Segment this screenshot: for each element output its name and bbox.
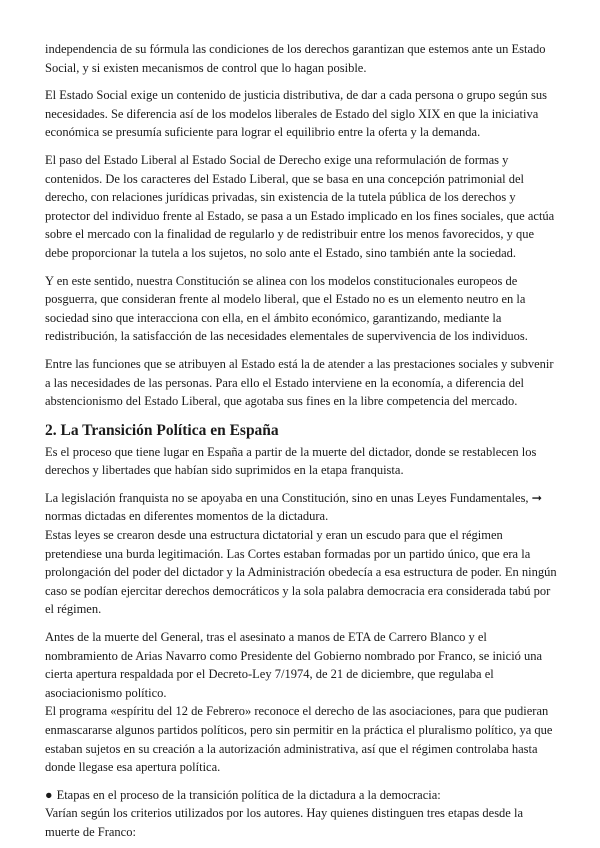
paragraph-paso-estado-liberal: El paso del Estado Liberal al Estado Social de Derecho exige una reformulación de formas y contenidos. De los caracteres del Estado Liberal, que se basa en una concepción patrimonial del derecho, con relaciones jurídicas privadas, sin existencia de la tutela pública de los derechos y protector del individuo frente al Estado, se pasa a un Estado implicado en los fines sociales, que actúa sobre el mercado con la finalidad de regularlo y de redistribuir entre los menos favorecidos, y que debe proporcionar la tutela a los sujetos, no solo ante el Estado, sino también ante la sociedad.	[45, 152, 555, 260]
paragraph-legislacion-franquista: La legislación franquista no se apoyaba en una Constitución, sino en unas Leyes Fundamentales, ➞ normas dictadas en diferentes momentos de la dictadura.	[45, 490, 543, 524]
bullet-icon: ●	[45, 787, 53, 802]
paragraph-criterios-autores: Varían según los criterios utilizados por los autores. Hay quienes distinguen tres etapas desde la muerte de Franco:	[45, 806, 524, 839]
paragraph-funciones-estado: Entre las funciones que se atribuyen al Estado está la de atender a las prestaciones sociales y subvenir a las necesidades de las personas. Para ello el Estado interviene en la economía, a diferencia del abstencionismo del Estado Liberal, que agotaba sus fines en la libre competencia del mercado.	[45, 356, 554, 409]
paragraph-transicion-definicion: Es el proceso que tiene lugar en España a partir de la muerte del dictador, donde se restablecen los derechos y libertades que habían sido suprimidos en la etapa franquista.	[45, 444, 537, 478]
paragraph-muerte-general: Antes de la muerte del General, tras el asesinato a manos de ETA de Carrero Blanco y el nombramiento de Arias Navarro como Presidente del Gobierno nombrado por Franco, se inició una cierta apertura respaldada por el Decreto-Ley 7/1974, de 21 de diciembre, que regulaba el asociacionismo político.	[45, 630, 543, 700]
paragraph-estado-social-intro: independencia de su fórmula las condiciones de los derechos garantizan que estemos ante un Estado Social, y si existen mecanismos de control que lo hagan posible.	[45, 42, 546, 75]
bullet-item-etapas	[45, 786, 558, 805]
paragraph-constitucion-europea: Y en este sentido, nuestra Constitución se alinea con los modelos constitucionales europeos de posguerra, que consideran frente al modelo liberal, que el Estado no es un elemento neutro en la sociedad sino que interacciona con ella, en el ámbito económico, garantizando, mediante la redistribución, la satisfacción de las necesidades elementales de supervivencia de los individuos.	[45, 273, 528, 344]
paragraph-justicia-distributiva: El Estado Social exige un contenido de justicia distributiva, de dar a cada persona o grupo según sus necesidades. Se diferencia así de los modelos liberales de Estado del siglo XIX en que la iniciativa económica se presumía suficiente para lograr el equilibrio entre la oferta y la demanda.	[45, 88, 547, 140]
paragraph-leyes-estructura: Estas leyes se crearon desde una estructura dictatorial y eran un escudo para que el régimen pretendiese una burda legitimación. Las Cortes estaban formadas por un partido único, que era la prolongación del poder del dictador y la Administración obedecía a esa estructura de poder. En ningún caso se podían ejercitar derechos democráticos y la sola palabra democracia era considerada tabú por el régimen.	[45, 528, 557, 617]
section-heading-transicion: 2. La Transición Política en España	[45, 421, 279, 439]
bullet-text: Etapas en el proceso de la transición política de la dictadura a la democracia:	[56, 787, 441, 802]
paragraph-espiritu-12-febrero: El programa «espíritu del 12 de Febrero» reconoce el derecho de las asociaciones, para que pudieran enmascararse algunos partidos políticos, pero sin permitir en la práctica el pluralismo político, ya que estaban sujetos en su creación a la autorización administrativa, así que el régimen controlaba hasta donde llegase esa apertura política.	[45, 704, 553, 775]
